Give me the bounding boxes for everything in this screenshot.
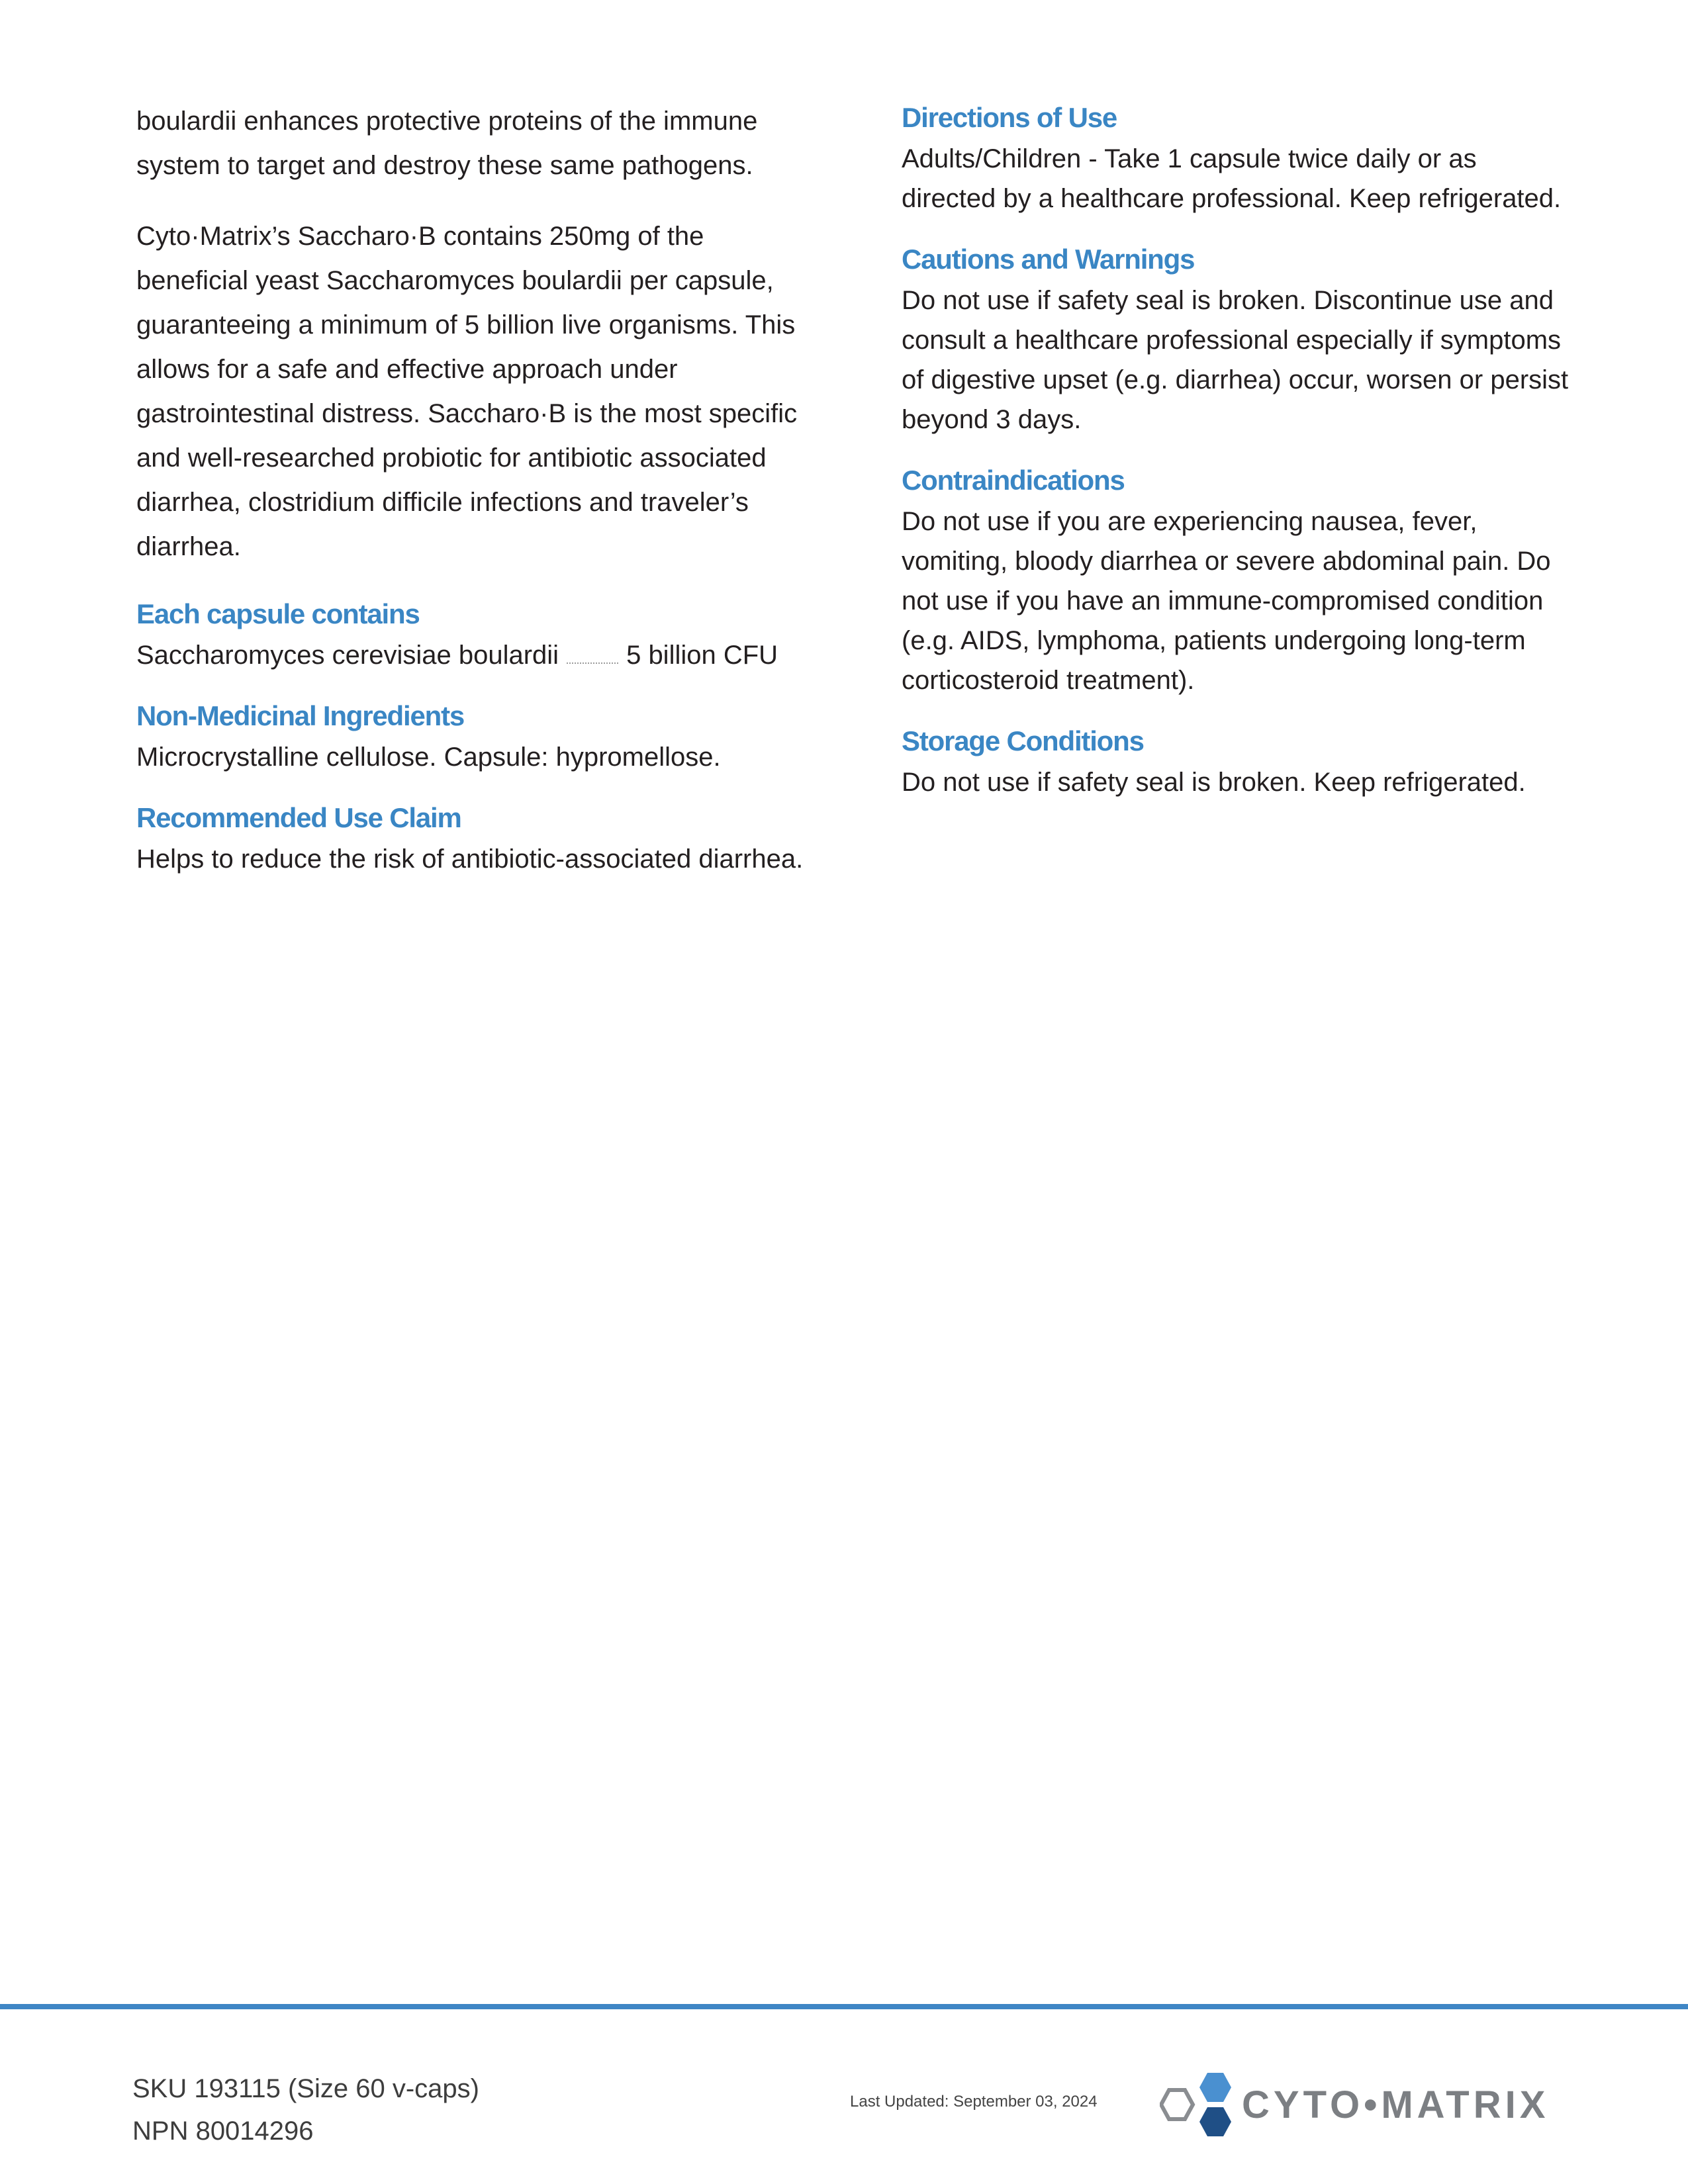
recommended-use-section (136, 799, 805, 879)
cautions-section (902, 241, 1570, 439)
directions-text: Adults/Children - Take 1 capsule twice daily or as directed by a healthcare professional. Keep refrigerated. (902, 144, 1562, 213)
capsule-section (136, 596, 805, 675)
footer-divider (0, 2004, 1688, 2009)
footer-product-ids (132, 2068, 479, 2152)
cautions-text: Do not use if safety seal is broken. Discontinue use and consult a healthcare professional especially if symptoms of digestive upset (e.g. diarrhea) occur, worsen or persist beyond 3 days. (902, 286, 1569, 434)
hexagon-cluster-icon (1160, 2070, 1233, 2139)
non-medicinal-text: Microcrystalline cellulose. Capsule: hypromellose. (136, 743, 721, 772)
recommended-use-heading: Recommended Use Claim (136, 802, 461, 833)
cautions-heading: Cautions and Warnings (902, 244, 1195, 275)
contraindications-text: Do not use if you are experiencing nausea, fever, vomiting, bloody diarrhea or severe abdominal pain. Do not use if you have an immune-compromised condition (e.g. AIDS, lymphoma, patients undergoing long-term corticosteroid treatment). (902, 507, 1551, 695)
left-column (136, 99, 805, 901)
npn-text: NPN 80014296 (132, 2116, 314, 2146)
last-updated-text: Last Updated: September 03, 2024 (850, 2093, 1098, 2111)
capsule-ingredient-row (136, 635, 805, 675)
non-medicinal-section (136, 698, 805, 777)
storage-section (902, 723, 1570, 802)
directions-section (902, 99, 1570, 218)
logo-wordmark: CYTO•MATRIX (1242, 2083, 1550, 2126)
directions-heading: Directions of Use (902, 102, 1117, 133)
intro-paragraph-2: Cyto·Matrix’s Saccharo·B contains 250mg of the beneficial yeast Saccharomyces boulardii per capsule, guaranteeing a minimum of 5 billion live organisms. This allows for a safe and effective approach under gastrointestinal distress. Saccharo·B is the most specific and well-researched probiotic for antibiotic associated diarrhea, clostridium difficile infections and traveler’s diarrhea. (136, 222, 798, 561)
capsule-heading: Each capsule contains (136, 598, 420, 629)
storage-text: Do not use if safety seal is broken. Keep refrigerated. (902, 768, 1526, 797)
contraindications-heading: Contraindications (902, 465, 1125, 496)
sku-text: SKU 193115 (Size 60 v-caps) (132, 2074, 479, 2103)
storage-heading: Storage Conditions (902, 725, 1144, 756)
recommended-use-text: Helps to reduce the risk of antibiotic-associated diarrhea. (136, 844, 804, 874)
right-column (902, 99, 1570, 825)
cyto-matrix-logo (1160, 2070, 1549, 2139)
intro-paragraph-1: boulardii enhances protective proteins of the immune system to target and destroy these same pathogens. (136, 107, 758, 180)
non-medicinal-heading: Non-Medicinal Ingredients (136, 700, 465, 731)
capsule-ingredient-name: Saccharomyces cerevisiae boulardii (136, 641, 559, 670)
dotted-leader (567, 644, 618, 664)
contraindications-section (902, 462, 1570, 700)
capsule-ingredient-amount: 5 billion CFU (626, 641, 778, 670)
